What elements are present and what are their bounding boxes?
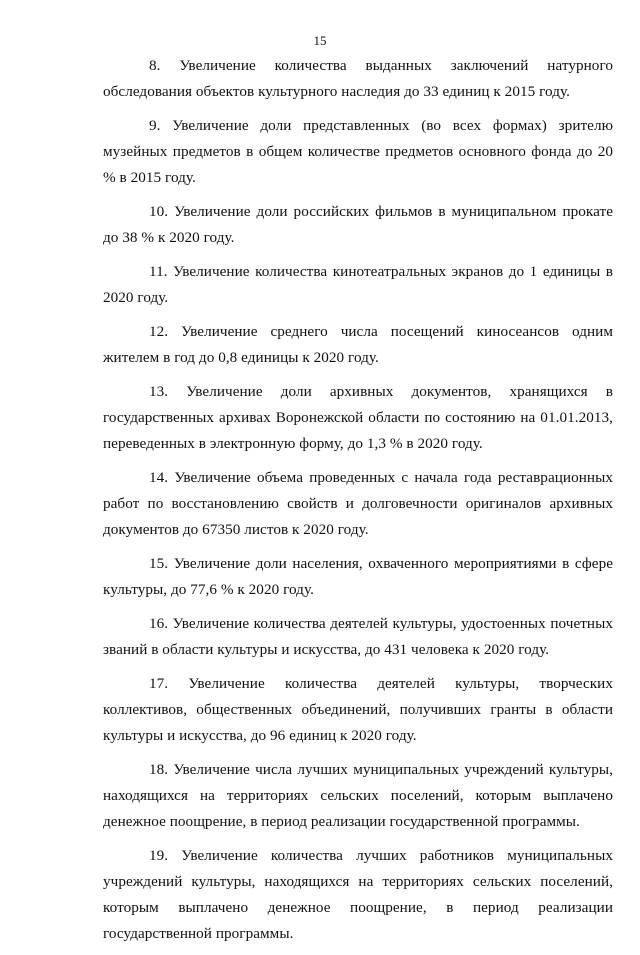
list-item-15: 15. Увеличение доли населения, охваченного мероприятиями в сфере культуры, до 77,6 % к 2020 году. bbox=[103, 555, 613, 598]
list-item-18: 18. Увеличение числа лучших муниципальных учреждений культуры, находящихся на территориях сельских поселений, которым выплачено денежное поощрение, в период реализации государственной программы. bbox=[103, 761, 613, 830]
list-item-12: 12. Увеличение среднего числа посещений киносеансов одним жителем в год до 0,8 единицы к 2020 году. bbox=[103, 323, 613, 366]
list-item-10: 10. Увеличение доли российских фильмов в муниципальном прокате до 38 % к 2020 году. bbox=[103, 203, 613, 246]
page-number: 15 bbox=[313, 33, 327, 48]
list-item-14: 14. Увеличение объема проведенных с начала года реставрационных работ по восстановлению свойств и долговечности оригиналов архивных документов до 67350 листов к 2020 году. bbox=[103, 469, 613, 538]
list-item-19: 19. Увеличение количества лучших работников муниципальных учреждений культуры, находящихся на территориях сельских поселений, которым выплачено денежное поощрение, в период реализации государственной программы. bbox=[103, 847, 613, 942]
list-item-9: 9. Увеличение доли представленных (во всех формах) зрителю музейных предметов в общем количестве предметов основного фонда до 20 % в 2015 году. bbox=[103, 117, 613, 186]
list-item-13: 13. Увеличение доли архивных документов, хранящихся в государственных архивах Воронежской области по состоянию на 01.01.2013, переведенных в электронную форму, до 1,3 % в 2020 году. bbox=[103, 383, 613, 452]
list-item-8: 8. Увеличение количества выданных заключений натурного обследования объектов культурного наследия до 33 единиц к 2015 году. bbox=[103, 57, 613, 100]
list-item-17: 17. Увеличение количества деятелей культуры, творческих коллективов, общественных объединений, получивших гранты в области культуры и искусства, до 96 единиц к 2020 году. bbox=[103, 675, 613, 744]
target-indicators-list bbox=[103, 53, 613, 955]
list-item-11: 11. Увеличение количества кинотеатральных экранов до 1 единицы в 2020 году. bbox=[103, 263, 613, 306]
list-item-16: 16. Увеличение количества деятелей культуры, удостоенных почетных званий в области культуры и искусства, до 431 человека к 2020 году. bbox=[103, 615, 613, 658]
